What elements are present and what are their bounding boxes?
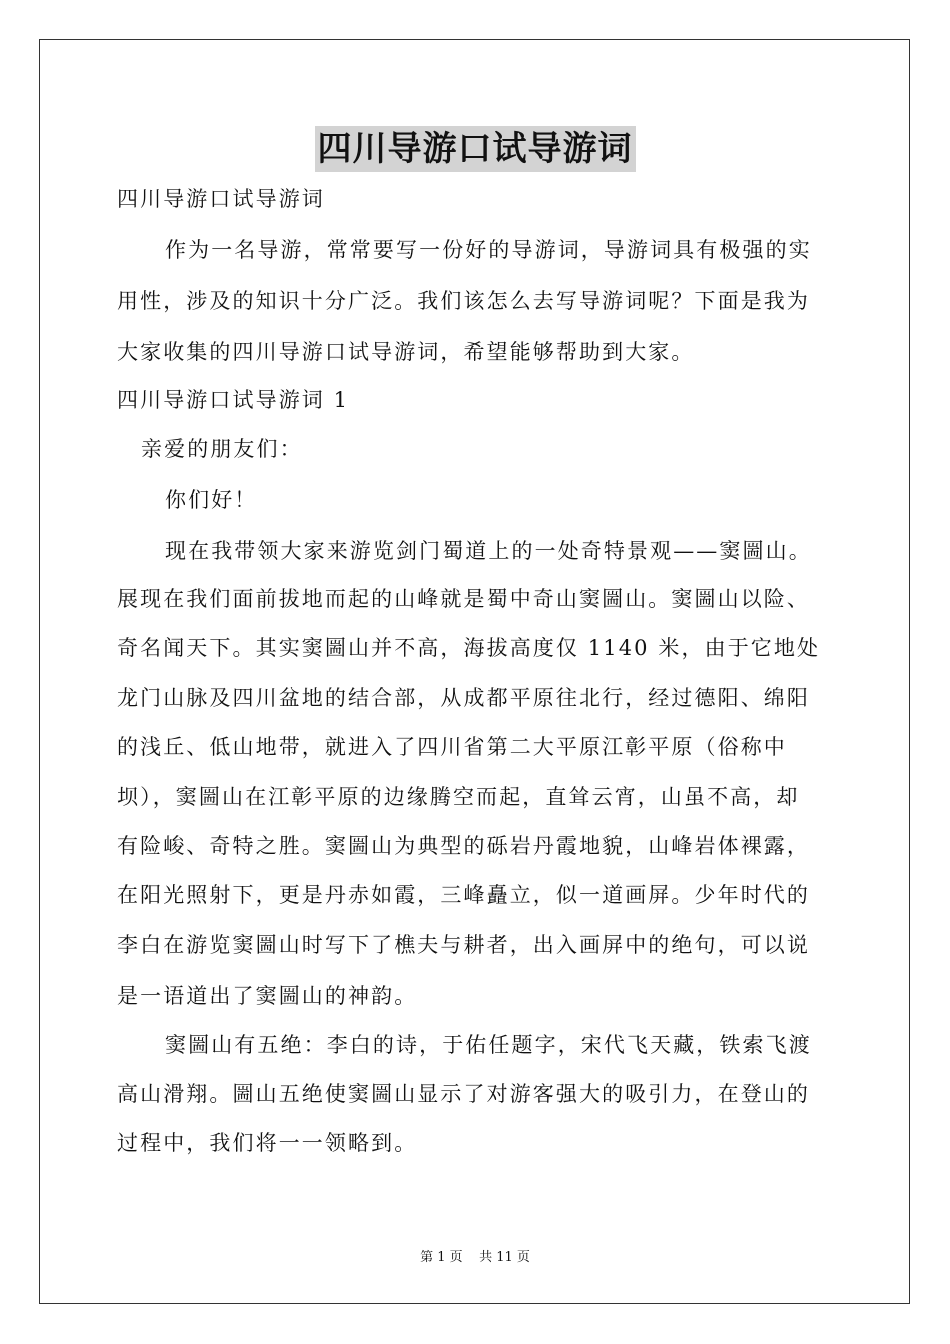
paragraph-line: 窦圌山有五绝：李白的诗，于佑任题字，宋代飞天藏，铁索飞渡 bbox=[165, 1033, 812, 1057]
paragraph-line: 在阳光照射下，更是丹赤如霞，三峰矗立，似一道画屏。少年时代的 bbox=[117, 883, 810, 907]
document-subtitle: 四川导游口试导游词 bbox=[117, 187, 325, 211]
paragraph-line: 坝），窦圌山在江彰平原的边缘腾空而起，直耸云宵，山虽不高，却 bbox=[117, 785, 800, 809]
paragraph-line: 李白在游览窦圌山时写下了樵夫与耕者，出入画屏中的绝句，可以说 bbox=[117, 933, 810, 957]
paragraph-line: 现在我带领大家来游览剑门蜀道上的一处奇特景观——窦圌山。 bbox=[165, 539, 812, 563]
paragraph-line: 过程中，我们将一一领略到。 bbox=[117, 1131, 418, 1155]
page-frame bbox=[39, 39, 910, 1304]
paragraph-line: 的浅丘、低山地带，就进入了四川省第二大平原江彰平原（俗称中 bbox=[117, 735, 787, 759]
paragraph-line: 大家收集的四川导游口试导游词，希望能够帮助到大家。 bbox=[117, 340, 695, 364]
greeting-line: 你们好！ bbox=[165, 488, 258, 512]
paragraph-line: 奇名闻天下。其实窦圌山并不高，海拔高度仅 1140 米，由于它地处 bbox=[117, 636, 821, 660]
paragraph-line: 用性，涉及的知识十分广泛。我们该怎么去写导游词呢？下面是我为 bbox=[117, 289, 810, 313]
greeting-line: 亲爱的朋友们： bbox=[141, 437, 303, 461]
paragraph-line: 作为一名导游，常常要写一份好的导游词，导游词具有极强的实 bbox=[165, 238, 812, 262]
paragraph-line: 高山滑翔。圌山五绝使窦圌山显示了对游客强大的吸引力，在登山的 bbox=[117, 1082, 810, 1106]
paragraph-line: 是一语道出了窦圌山的神韵。 bbox=[117, 984, 418, 1008]
document-title: 四川导游口试导游词 bbox=[315, 126, 636, 172]
paragraph-line: 有险峻、奇特之胜。窦圌山为典型的砾岩丹霞地貌，山峰岩体裸露， bbox=[117, 834, 810, 858]
section-heading: 四川导游口试导游词 1 bbox=[117, 388, 350, 412]
paragraph-line: 展现在我们面前拔地而起的山峰就是蜀中奇山窦圌山。窦圌山以险、 bbox=[117, 587, 810, 611]
paragraph-line: 龙门山脉及四川盆地的结合部，从成都平原往北行，经过德阳、绵阳 bbox=[117, 686, 810, 710]
page-footer: 第 1 页 共 11 页 bbox=[420, 1250, 530, 1265]
title-container bbox=[0, 126, 950, 172]
